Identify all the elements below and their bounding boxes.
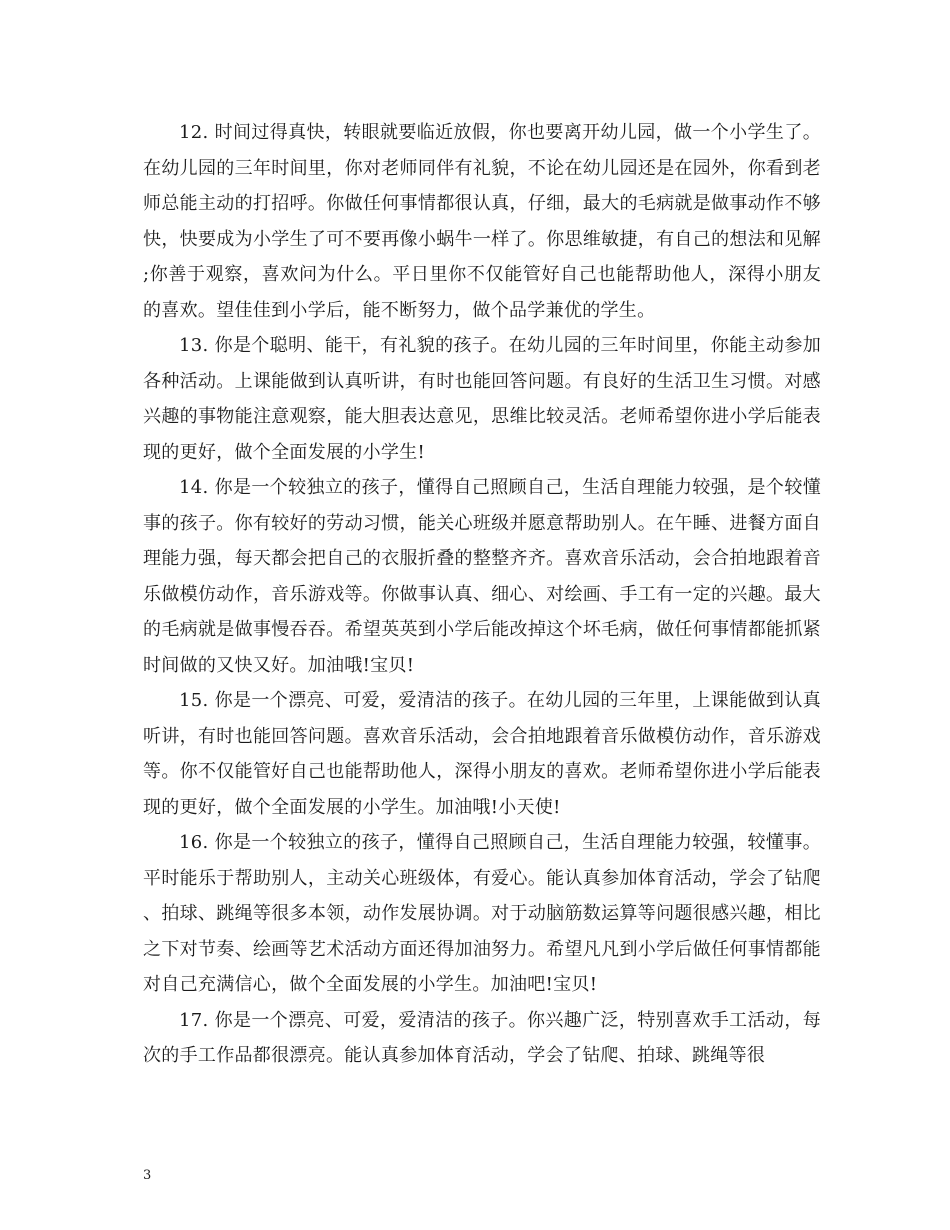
paragraph-13: 13. 你是个聪明、能干，有礼貌的孩子。在幼儿园的三年时间里，你能主动参加各种活动。上课能做到认真听讲，有时也能回答问题。有良好的生活卫生习惯。对感兴趣的事物能注意观察，能大胆表达意见，思维比较灵活。老师希望你进小学后能表现的更好，做个全面发展的小学生!	[143, 335, 821, 463]
paragraph-14: 14. 你是一个较独立的孩子，懂得自己照顾自己，生活自理能力较强，是个较懂事的孩子。你有较好的劳动习惯，能关心班级并愿意帮助别人。在午睡、进餐方面自理能力强，每天都会把自己的衣服折叠的整整齐齐。喜欢音乐活动，会合拍地跟着音乐做模仿动作，音乐游戏等。你做事认真、细心、对绘画、手工有一定的兴趣。最大的毛病就是做事慢吞吞。希望英英到小学后能改掉这个坏毛病，做任何事情都能抓紧时间做的又快又好。加油哦!宝贝!	[143, 477, 821, 676]
paragraph-16: 16. 你是一个较独立的孩子，懂得自己照顾自己，生活自理能力较强，较懂事。平时能乐于帮助别人，主动关心班级体，有爱心。能认真参加体育活动，学会了钻爬、拍球、跳绳等很多本领，动作发展协调。对于动脑筋数运算等问题很感兴趣，相比之下对节奏、绘画等艺术活动方面还得加油努力。希望凡凡到小学后做任何事情都能对自己充满信心，做个全面发展的小学生。加油吧!宝贝!	[143, 832, 821, 995]
paragraph-15: 15. 你是一个漂亮、可爱，爱清洁的孩子。在幼儿园的三年里，上课能做到认真听讲，有时也能回答问题。喜欢音乐活动，会合拍地跟着音乐做模仿动作，音乐游戏等。你不仅能管好自己也能帮助他人，深得小朋友的喜欢。老师希望你进小学后能表现的更好，做个全面发展的小学生。加油哦!小天使!	[143, 690, 821, 818]
body-text	[143, 115, 821, 1074]
paragraph-12: 12. 时间过得真快，转眼就要临近放假，你也要离开幼儿园，做一个小学生了。在幼儿园的三年时间里，你对老师同伴有礼貌，不论在幼儿园还是在园外，你看到老师总能主动的打招呼。你做任何事情都很认真，仔细，最大的毛病就是做事动作不够快，快要成为小学生了可不要再像小蜗牛一样了。你思维敏捷，有自己的想法和见解;你善于观察，喜欢问为什么。平日里你不仅能管好自己也能帮助他人，深得小朋友的喜欢。望佳佳到小学后，能不断努力，做个品学兼优的学生。	[143, 122, 821, 321]
page-number: 3	[143, 1168, 152, 1183]
paragraph-17: 17. 你是一个漂亮、可爱，爱清洁的孩子。你兴趣广泛，特别喜欢手工活动，每次的手工作品都很漂亮。能认真参加体育活动，学会了钻爬、拍球、跳绳等很	[143, 1009, 821, 1066]
